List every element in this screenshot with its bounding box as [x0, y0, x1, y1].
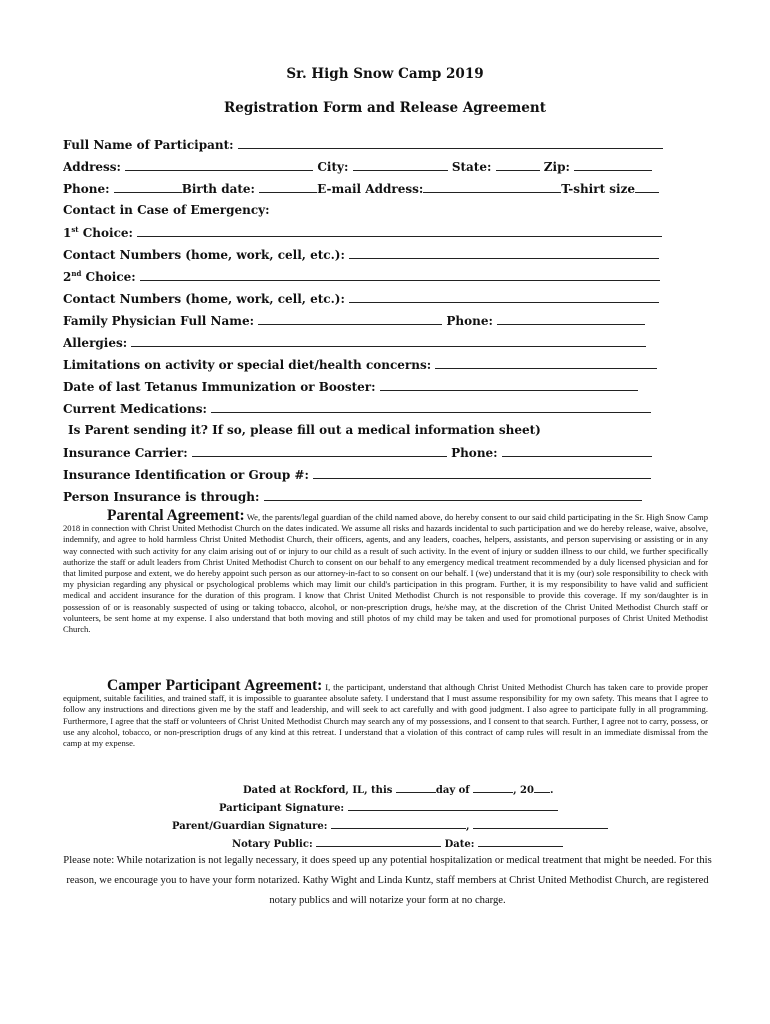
address-field[interactable]: [125, 159, 313, 171]
zip-label: Zip:: [543, 160, 570, 174]
allergies-field[interactable]: [131, 335, 646, 347]
insurance-phone-label: Phone:: [451, 446, 498, 460]
notary-date-label: Date:: [444, 839, 475, 850]
parent-signature-field-1[interactable]: [331, 819, 466, 829]
first-choice-label: Choice:: [82, 226, 133, 240]
limitations-label: Limitations on activity or special diet/health concerns:: [63, 358, 432, 372]
parent-sending-note: Is Parent sending it? If so, please fill out a medical information sheet): [68, 423, 541, 437]
insurance-carrier-label: Insurance Carrier:: [63, 446, 188, 460]
row-contact-numbers-2: [63, 291, 663, 306]
medications-label: Current Medications:: [63, 402, 207, 416]
dated-day-field[interactable]: [396, 783, 436, 793]
state-label: State:: [451, 160, 492, 174]
dated-prefix: Dated at Rockford, IL, this: [243, 785, 393, 796]
first-choice-ordinal: st: [71, 225, 79, 234]
parental-agreement-heading: Parental Agreement:: [107, 507, 245, 524]
emergency-contact-heading: Contact in Case of Emergency:: [63, 203, 270, 217]
row-limitations: [63, 357, 663, 372]
notary-field[interactable]: [316, 837, 441, 847]
insurance-phone-field[interactable]: [502, 445, 652, 457]
phone-label: Phone:: [63, 182, 110, 196]
city-field[interactable]: [353, 159, 448, 171]
physician-phone-label: Phone:: [446, 314, 493, 328]
medications-field[interactable]: [211, 401, 651, 413]
dated-year-prefix: , 20: [513, 785, 534, 796]
parent-signature-line: Parent/Guardian Signature: ,: [172, 819, 608, 832]
city-label: City:: [317, 160, 349, 174]
limitations-field[interactable]: [435, 357, 657, 369]
phone-field[interactable]: [114, 181, 182, 193]
dated-end: .: [549, 785, 554, 796]
zip-field[interactable]: [574, 159, 652, 171]
row-allergies: [63, 335, 663, 350]
form-title: Sr. High Snow Camp 2019: [286, 66, 484, 82]
second-choice-number: 2: [63, 270, 72, 284]
row-insurance-carrier: [63, 445, 663, 460]
camper-agreement: [63, 677, 708, 749]
row-tetanus: [63, 379, 663, 394]
participant-signature-label: Participant Signature:: [219, 803, 345, 814]
insurance-carrier-field[interactable]: [192, 445, 447, 457]
first-choice-number: 1: [63, 226, 72, 240]
form-subtitle: Registration Form and Release Agreement: [224, 100, 546, 116]
address-label: Address:: [63, 160, 121, 174]
birth-date-field[interactable]: [259, 181, 317, 193]
full-name-label: Full Name of Participant:: [63, 138, 234, 152]
email-field[interactable]: [423, 181, 561, 193]
contact-numbers-2-field[interactable]: [349, 291, 659, 303]
dated-line: [243, 783, 553, 796]
parent-signature-field-2[interactable]: [473, 819, 608, 829]
dated-month-field[interactable]: [473, 783, 513, 793]
row-second-choice: [63, 269, 663, 284]
row-physician: [63, 313, 663, 328]
row-full-name: [63, 137, 663, 152]
email-label: E-mail Address:: [317, 182, 424, 196]
insurance-person-label: Person Insurance is through:: [63, 490, 260, 504]
contact-numbers-2-label: Contact Numbers (home, work, cell, etc.):: [63, 292, 345, 306]
contact-numbers-1-label: Contact Numbers (home, work, cell, etc.):: [63, 248, 345, 262]
camper-agreement-heading: Camper Participant Agreement:: [107, 677, 323, 694]
state-field[interactable]: [496, 159, 540, 171]
tshirt-label: T-shirt size: [561, 182, 636, 196]
birth-date-label: Birth date:: [181, 182, 255, 196]
row-insurance-id: [63, 467, 663, 482]
row-first-choice: [63, 225, 663, 240]
parental-agreement-text: We, the parents/legal guardian of the child named above, do hereby consent to our said child participating in the Sr. High Snow Camp 2018 in connection with Christ United Methodist Church on the dates indicated. We assume all risks and hazards incidental to such participation and we do hereby release, waive, absolve, indemnify, and agree to hold harmless Christ United Methodist Church, their officers, agents, and any leaders, coaches, helpers, assistants, and person supervising or assisting or in any way connected with such activity for any claim arising out of or injury to our child as a result of such activity. In the event of injury or sudden illness to our child, we further specifically authorize the staff or adult leaders from Christ United Methodist Church to consent on our behalf to any emergency medical treatment recommended by a duly licensed physician and for that limited purpose and extent, we do hereby appoint such person as our attorney-in-fact to so consent on our behalf. I (we) understand that it is my (our) sole responsibility to check with my physician regarding any physical or psychological problems which may limit our child's participation in this program. Further, it is my responsibility to have valid and sufficient medical and accident insurance for the duration of this program. I know that Christ United Methodist Church is not responsible to provide this coverage. If my son/daughter is in possession of or is reasonably suspected of using or taking tobacco, alcohol, or non-prescription drugs, he/she may, at the discretion of the Christ United Methodist Church staff or volunteers, be sent home at my expense. I also understand that both moving and still photos of my child may be taken and used for promotional purposes of Christ United Methodist Church.: [63, 512, 708, 635]
parent-signature-label: Parent/Guardian Signature:: [172, 821, 328, 832]
insurance-id-label: Insurance Identification or Group #:: [63, 468, 309, 482]
participant-signature-field[interactable]: [348, 801, 558, 811]
row-contact-numbers-1: [63, 247, 663, 262]
insurance-person-field[interactable]: [264, 489, 642, 501]
second-choice-label: Choice:: [85, 270, 136, 284]
tetanus-field[interactable]: [380, 379, 638, 391]
physician-phone-field[interactable]: [497, 313, 645, 325]
participant-signature-line: [219, 801, 558, 814]
physician-label: Family Physician Full Name:: [63, 314, 255, 328]
row-phone: [63, 181, 663, 196]
notarization-note: Please note: While notarization is not legally necessary, it does speed up any potential hospitalization or medical treatment that might be needed. For this reason, we encourage you to have your form notarized. Kathy Wight and Linda Kuntz, staff members at Christ United Methodist Church, are registered notary publics and will notarize your form at no charge.: [63, 855, 712, 906]
full-name-field[interactable]: [238, 137, 663, 149]
tetanus-label: Date of last Tetanus Immunization or Booster:: [63, 380, 376, 394]
notary-label: Notary Public:: [232, 839, 313, 850]
notary-date-field[interactable]: [478, 837, 563, 847]
parental-agreement: [63, 507, 708, 635]
first-choice-field[interactable]: [137, 225, 662, 237]
row-medications: [63, 401, 663, 416]
physician-field[interactable]: [258, 313, 442, 325]
second-choice-field[interactable]: [140, 269, 660, 281]
tshirt-field[interactable]: [635, 181, 659, 193]
camper-agreement-text: I, the participant, understand that although Christ United Methodist Church has taken care to provide proper equipment, suitable facilities, and trained staff, it is impossible to guarantee absolute safety. I understand that I must assume responsibility for my own safety. This means that I agree to follow any instructions and directions given me by the staff and leadership, and will seek to act carefully and with good judgment. I also agree to participate fully in all programming. Furthermore, I agree that the staff or volunteers of Christ United Methodist Church may search any of my possessions, and I consent to that search. Further, I agree not to carry, possess, or use any alcohol, tobacco, or non-prescription drugs of any kind at this retreat. I understand that a violation of this contract of camp rules will result in an immediate dismissal from the camp at my expense.: [63, 682, 708, 749]
insurance-id-field[interactable]: [313, 467, 651, 479]
dated-mid: day of: [435, 785, 470, 796]
contact-numbers-1-field[interactable]: [349, 247, 659, 259]
notary-line: [232, 837, 563, 850]
row-address: [63, 159, 663, 174]
dated-year-field[interactable]: [534, 783, 550, 793]
row-insurance-person: [63, 489, 663, 504]
allergies-label: Allergies:: [63, 336, 128, 350]
second-choice-ordinal: nd: [71, 269, 82, 278]
